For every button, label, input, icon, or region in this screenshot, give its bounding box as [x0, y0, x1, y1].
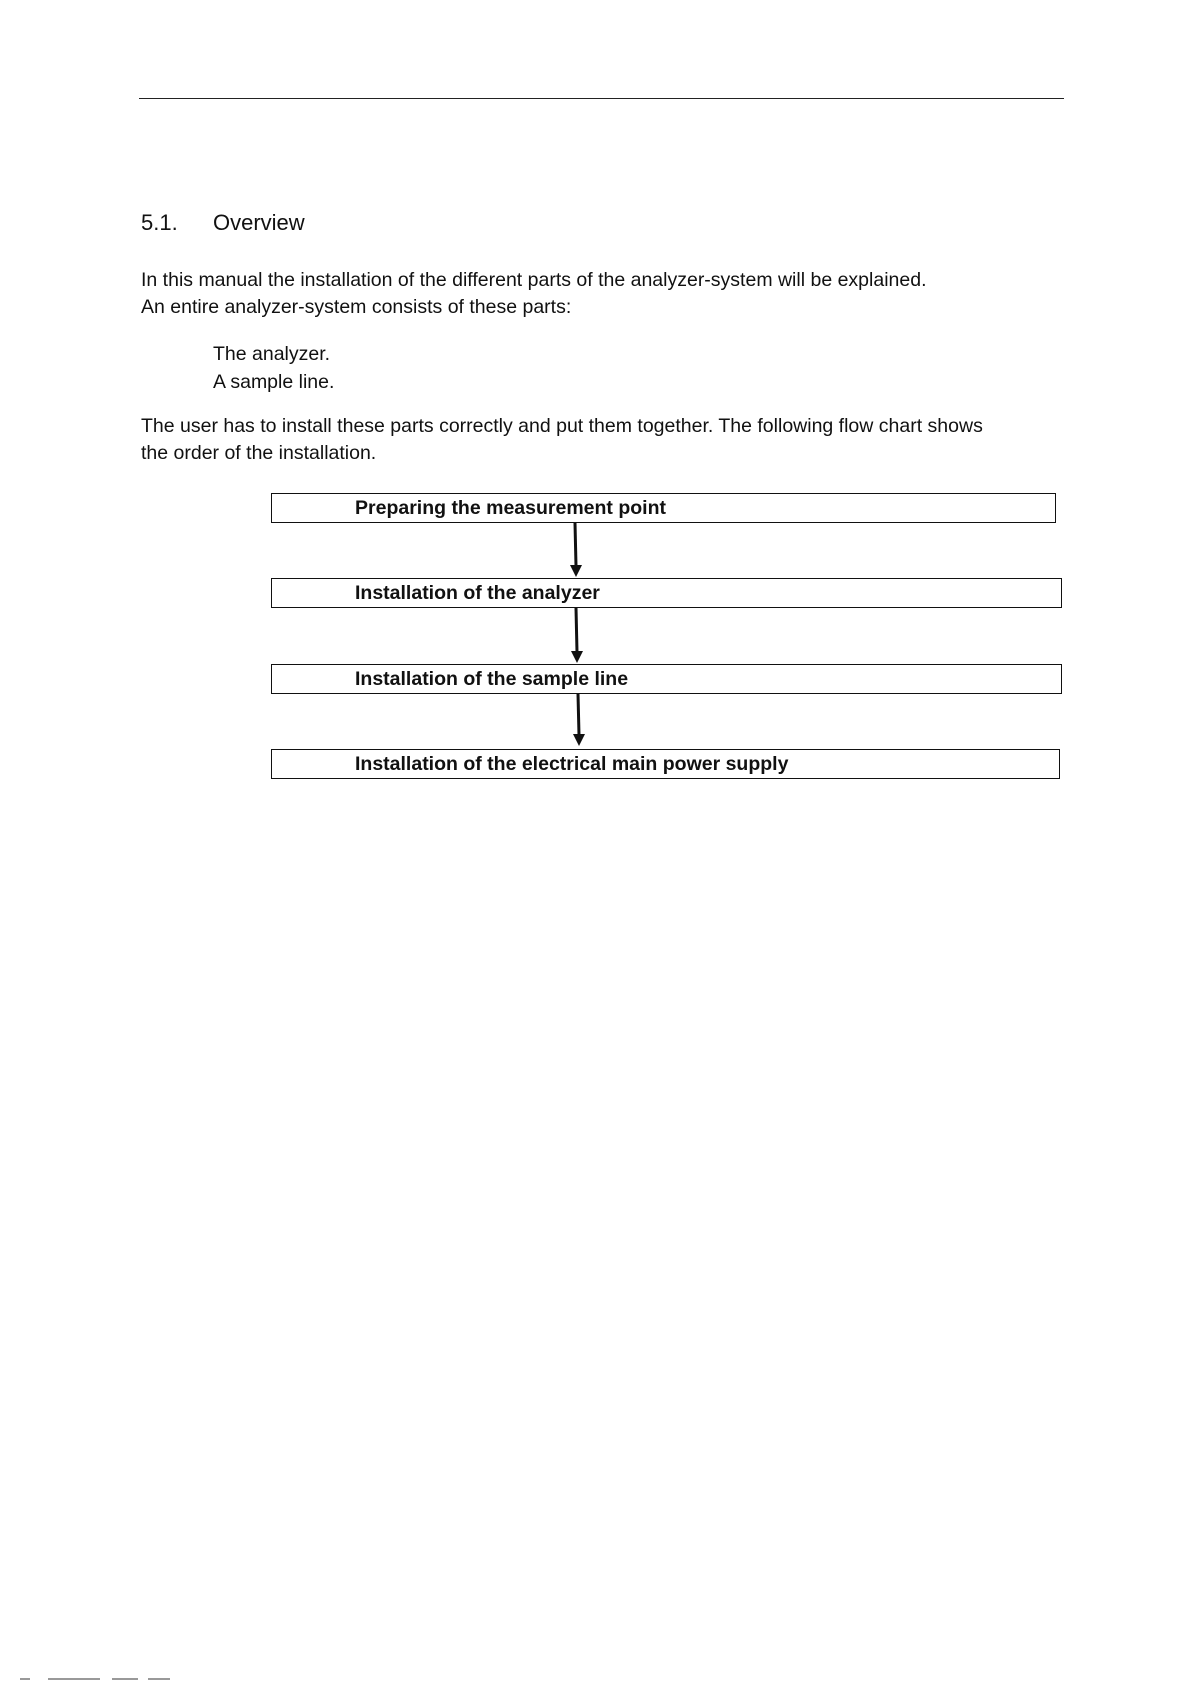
- flow-step-label: Installation of the analyzer: [355, 582, 600, 604]
- flow-step-label: Installation of the electrical main power supply: [355, 753, 789, 775]
- section-heading: [141, 209, 305, 237]
- section-title: Overview: [213, 210, 305, 235]
- body-line-2: the order of the installation.: [141, 442, 377, 464]
- intro-paragraph: [141, 267, 926, 321]
- flow-step-label: Installation of the sample line: [355, 668, 629, 690]
- flow-step-preparing: [271, 493, 1056, 523]
- flow-arrow-down-icon: [571, 694, 587, 747]
- section-number: 5.1.: [141, 210, 178, 235]
- flow-step-sample-line: [271, 664, 1062, 694]
- flow-arrow-down-icon: [568, 523, 584, 578]
- intro-line-2: An entire analyzer-system consists of these parts:: [141, 296, 572, 318]
- body-line-1: The user has to install these parts correctly and put them together. The following flow chart shows: [141, 415, 983, 437]
- list-item: A sample line.: [213, 371, 335, 393]
- parts-list: [213, 340, 334, 396]
- intro-line-1: In this manual the installation of the different parts of the analyzer-system will be explained.: [141, 269, 927, 291]
- flow-step-analyzer: [271, 578, 1062, 608]
- flow-arrow-down-icon: [569, 608, 585, 664]
- body-paragraph: [141, 413, 983, 467]
- header-rule: [139, 98, 1064, 99]
- flow-step-label: Preparing the measurement point: [355, 497, 666, 519]
- footer-marks: [20, 1676, 170, 1682]
- list-item: The analyzer.: [213, 343, 331, 365]
- flow-step-power-supply: [271, 749, 1060, 779]
